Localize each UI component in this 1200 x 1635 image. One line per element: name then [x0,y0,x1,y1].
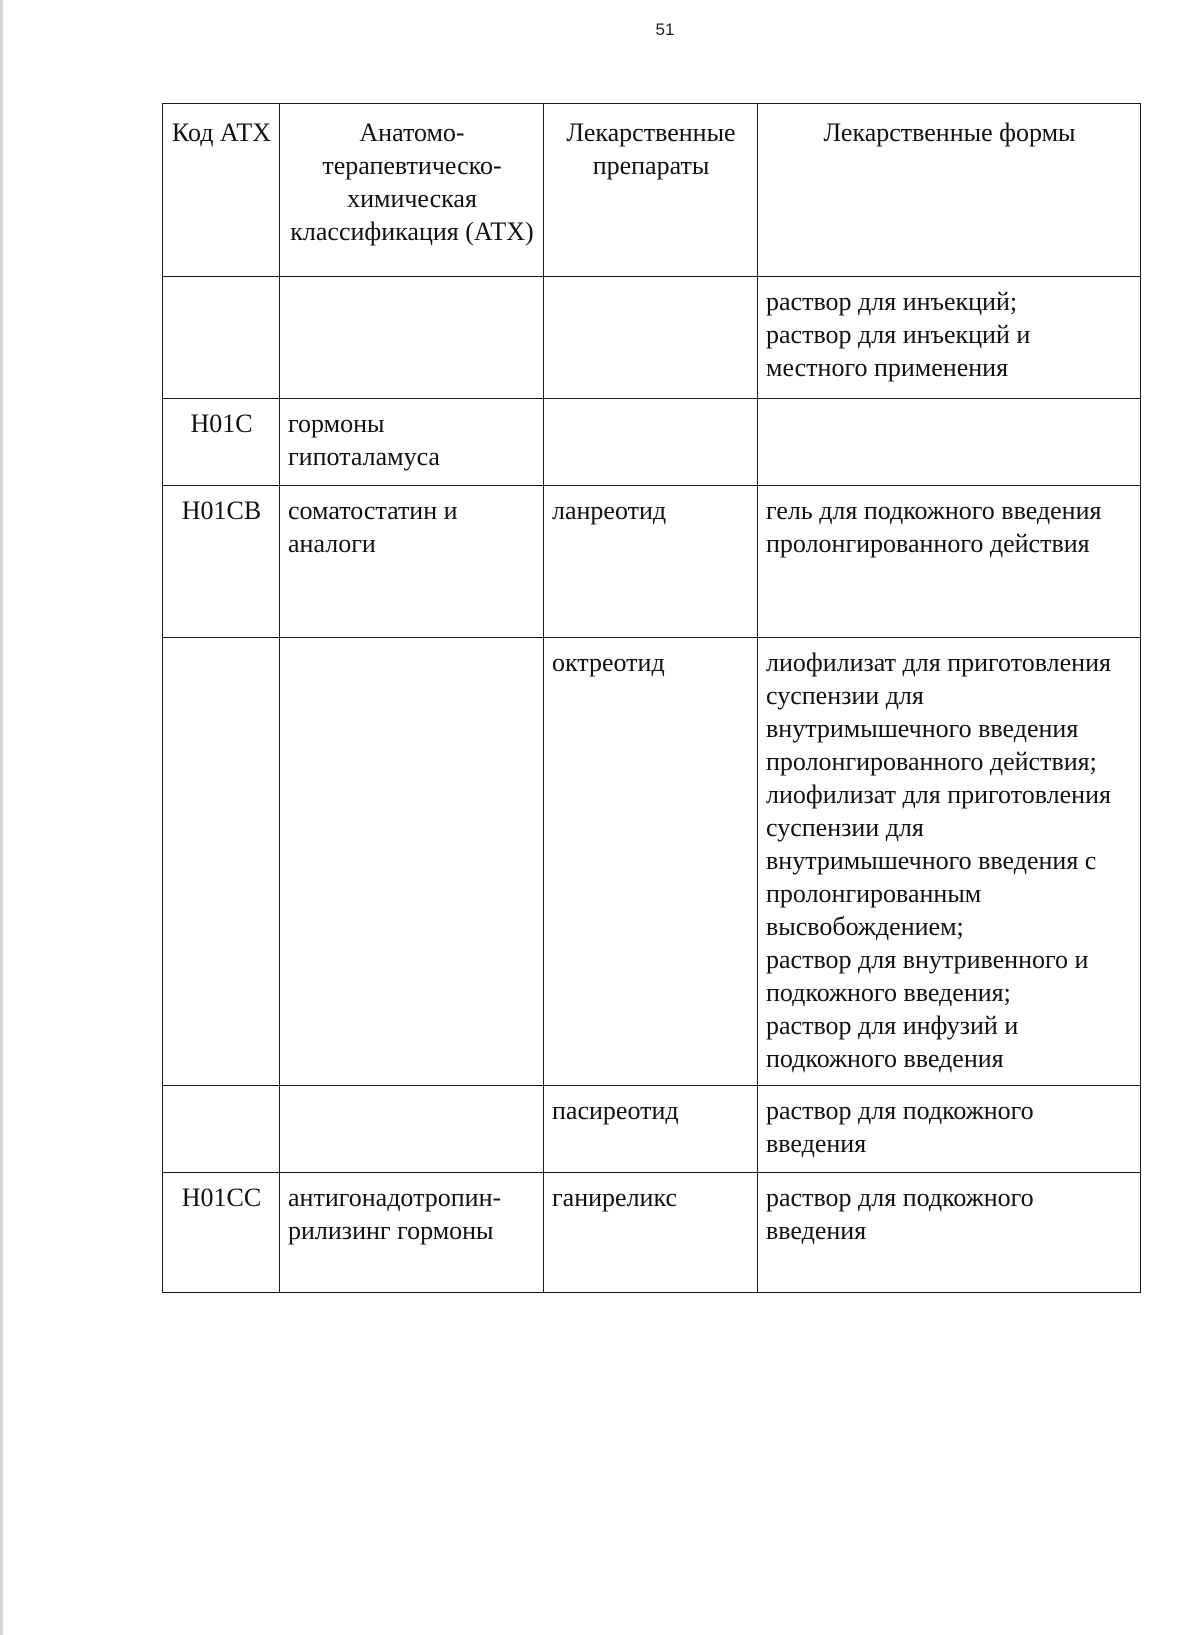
cell-classification: антигонадотропин-рилизинг гормоны [280,1173,544,1293]
cell-drug: ганиреликс [544,1173,758,1293]
cell-code [163,1086,280,1173]
form-item: раствор для инъекций и местного применения [766,320,1031,382]
cell-classification: гормоны гипоталамуса [280,399,544,486]
cell-classification: соматостатин и аналоги [280,486,544,638]
cell-forms [758,638,1141,1086]
form-item: раствор для подкожного введения [766,1096,1034,1158]
cell-code: H01C [163,399,280,486]
header-code: Код АТХ [163,104,280,277]
table-row [163,638,1141,1086]
cell-forms [758,1086,1141,1173]
cell-classification [280,1086,544,1173]
cell-drug: октреотид [544,638,758,1086]
cell-code: H01CC [163,1173,280,1293]
form-item: раствор для инфузий и подкожного введения [766,1011,1019,1073]
table-row [163,486,1141,638]
cell-forms [758,399,1141,486]
cell-drug: ланреотид [544,486,758,638]
form-item: раствор для внутривенного и подкожного введения; [766,945,1089,1007]
form-item: раствор для подкожного введения [766,1183,1034,1245]
form-item: лиофилизат для приготовления суспензии для внутримышечного введения с пролонгированным высвобождением; [766,780,1111,941]
cell-code: H01CB [163,486,280,638]
cell-classification [280,277,544,399]
atc-table [162,103,1141,1293]
cell-forms [758,277,1141,399]
header-forms: Лекарственные формы [758,104,1141,277]
cell-drug: пасиреотид [544,1086,758,1173]
table-row [163,277,1141,399]
form-item: лиофилизат для приготовления суспензии для внутримышечного введения пролонгированного действия; [766,648,1111,776]
form-item: гель для подкожного введения пролонгированного действия [766,496,1102,558]
table-row [163,399,1141,486]
cell-forms [758,1173,1141,1293]
table-row [163,1086,1141,1173]
table-header-row [163,104,1141,277]
scan-left-edge [0,0,3,1635]
table-row [163,1173,1141,1293]
cell-forms [758,486,1141,638]
header-classification: Анатомо-терапевтическо-химическая классификация (АТХ) [280,104,544,277]
cell-drug [544,399,758,486]
cell-classification [280,638,544,1086]
page-number: 51 [655,20,675,39]
form-item: раствор для инъекций; [766,287,1018,316]
cell-code [163,277,280,399]
header-drugs: Лекарственные препараты [544,104,758,277]
cell-drug [544,277,758,399]
cell-code [163,638,280,1086]
